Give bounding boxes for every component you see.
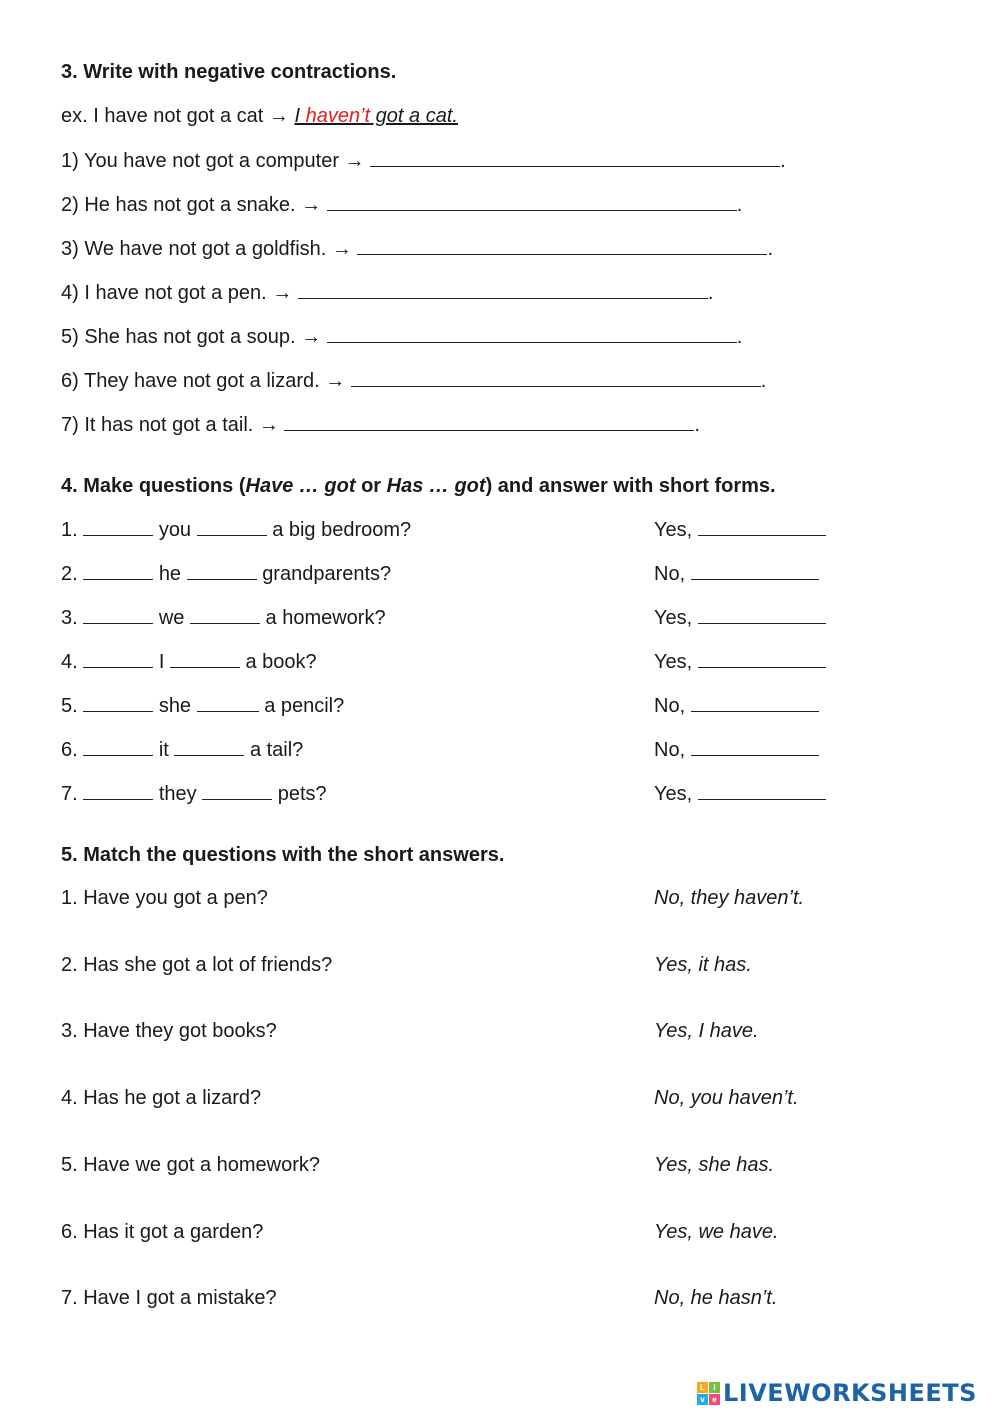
answer-blank[interactable] [370,148,780,167]
section-3-title: 3. Write with negative contractions. [61,61,397,83]
liveworksheets-logo [697,1378,997,1408]
match-answer-6[interactable]: Yes, we have. [654,1221,779,1243]
match-question-1[interactable]: 1. Have you got a pen? [61,887,268,909]
answer-blank[interactable] [298,280,708,299]
example-line [61,104,458,128]
got-blank[interactable] [190,605,260,624]
got-blank[interactable] [174,737,244,756]
short-answer-blank[interactable] [698,649,826,668]
verb-blank[interactable] [83,561,153,580]
got-blank[interactable] [170,649,240,668]
short-answer-4: Yes, [654,649,826,674]
short-answer-blank[interactable] [698,605,826,624]
contraction-item-1: 1) You have not got a computer → . [61,150,786,172]
got-blank[interactable] [187,561,257,580]
short-answer-blank[interactable] [691,693,819,712]
match-answer-4[interactable]: No, you haven’t. [654,1087,799,1109]
short-answer-1: Yes, [654,517,826,542]
verb-blank[interactable] [83,737,153,756]
got-blank[interactable] [197,693,259,712]
example-highlight: haven’t [305,105,371,127]
match-answer-3[interactable]: Yes, I have. [654,1020,759,1042]
logo-badge-icon: L i v e [697,1382,720,1405]
short-answer-blank[interactable] [698,781,826,800]
question-item-7: 7. they pets? [61,783,327,805]
section-4-title: 4. Make questions (Have … got or Has … got) and answer with short forms. [61,475,776,497]
answer-blank[interactable] [357,236,767,255]
question-item-6: 6. it a tail? [61,739,304,761]
logo-text: LIVEWORKSHEETS [723,1379,977,1407]
answer-blank[interactable] [327,324,737,343]
contraction-item-3: 3) We have not got a goldfish. → . [61,238,774,260]
short-answer-blank[interactable] [691,561,819,580]
match-question-5[interactable]: 5. Have we got a homework? [61,1154,321,1176]
verb-blank[interactable] [83,693,153,712]
question-item-1: 1. you a big bedroom? [61,519,412,541]
question-item-5: 5. she a pencil? [61,695,345,717]
contraction-item-6: 6) They have not got a lizard. → . [61,370,767,392]
match-question-3[interactable]: 3. Have they got books? [61,1020,277,1042]
contraction-item-2: 2) He has not got a snake. → . [61,194,743,216]
question-item-2: 2. he grandparents? [61,563,392,585]
answer-blank[interactable] [284,412,694,431]
short-answer-blank[interactable] [691,737,819,756]
answer-blank[interactable] [327,192,737,211]
example-answer: I haven’t got a cat. [294,105,458,127]
match-question-7[interactable]: 7. Have I got a mistake? [61,1287,277,1309]
short-answer-3: Yes, [654,605,826,630]
short-answer-7: Yes, [654,781,826,806]
example-prompt: ex. I have not got a cat → [61,105,295,127]
contraction-item-4: 4) I have not got a pen. → . [61,282,714,304]
match-question-4[interactable]: 4. Has he got a lizard? [61,1087,262,1109]
contraction-item-7: 7) It has not got a tail. → . [61,414,701,436]
question-item-4: 4. I a book? [61,651,317,673]
verb-blank[interactable] [83,781,153,800]
verb-blank[interactable] [83,517,153,536]
match-answer-5[interactable]: Yes, she has. [654,1154,775,1176]
verb-blank[interactable] [83,605,153,624]
got-blank[interactable] [197,517,267,536]
answer-blank[interactable] [351,368,761,387]
verb-blank[interactable] [83,649,153,668]
match-answer-2[interactable]: Yes, it has. [654,954,752,976]
contraction-item-5: 5) She has not got a soup. → . [61,326,743,348]
question-item-3: 3. we a homework? [61,607,386,629]
short-answer-2: No, [654,561,819,586]
short-answer-blank[interactable] [698,517,826,536]
match-question-6[interactable]: 6. Has it got a garden? [61,1221,264,1243]
short-answer-6: No, [654,737,819,762]
match-answer-1[interactable]: No, they haven’t. [654,887,805,909]
got-blank[interactable] [202,781,272,800]
section-5-title: 5. Match the questions with the short answers. [61,844,505,866]
match-question-2[interactable]: 2. Has she got a lot of friends? [61,954,333,976]
match-answer-7[interactable]: No, he hasn’t. [654,1287,778,1309]
short-answer-5: No, [654,693,819,718]
